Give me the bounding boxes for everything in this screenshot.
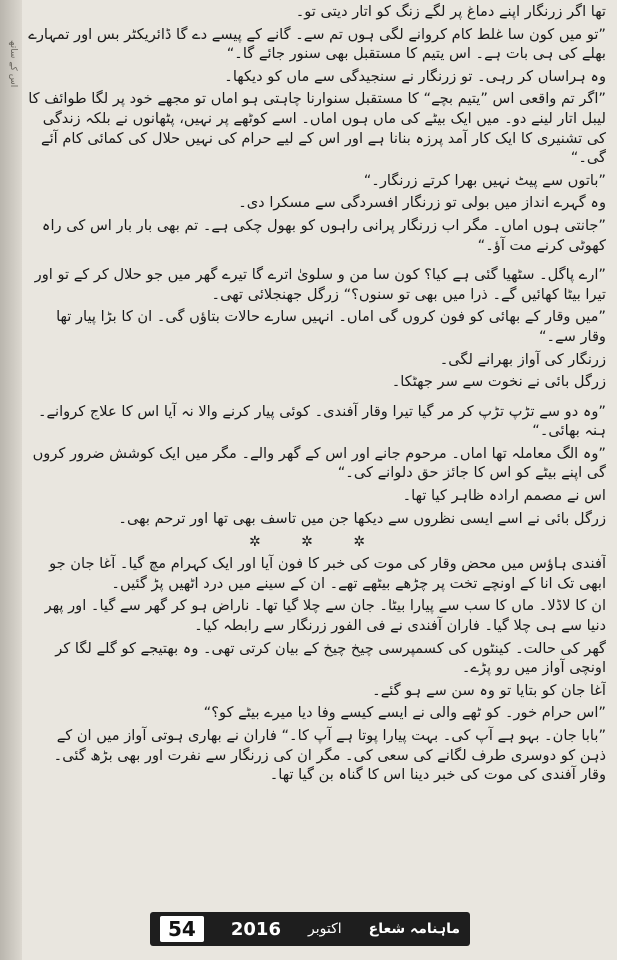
page-number: 54 bbox=[160, 916, 204, 942]
page-footer bbox=[150, 912, 470, 946]
paragraph: تھا اگر زرنگار اپنے دماغ پر لگے زنگ کو اتار دیتی تو۔ bbox=[295, 3, 606, 20]
paragraph: ”وہ الگ معاملہ تھا اماں۔ مرحوم جانے اور اس کے گھر والے۔ مگر میں ایک کوشش ضرور کروں گی اپنے بیٹے کو اس کا جائز حق دلوانے کی۔“ bbox=[32, 444, 606, 482]
paragraph: ”میں وقار کے بھائی کو فون کروں گی اماں۔ انہیں سارے حالات بتاؤں گی۔ ان کا بڑا پیار تھا وقار سے۔“ bbox=[56, 308, 606, 345]
issue-year: 2016 bbox=[230, 918, 281, 940]
paragraph: وہ ہراساں کر رہی۔ تو زرنگار نے سنجیدگی سے ماں کو دیکھا۔ bbox=[224, 67, 606, 85]
paragraph: ”بابا جان۔ بہو ہے آپ کی۔ بہت پیارا پوتا ہے آپ کا۔“ فاران نے بھاری ہوتی آواز میں ان کے ذہن کو دوسری طرف لگانے کی سعی کی۔ مگر ان کی زرنگار سے نفرت اور بھی بڑھ گئی۔ وقار آفندی کی موت کی خبر دینا اس کا گناہ بن گیا تھا۔ bbox=[53, 727, 606, 784]
section-separator: ✲ ✲ ✲ bbox=[248, 534, 384, 551]
paragraph: وہ گہرے انداز میں بولی تو زرنگار افسردگی سے مسکرا دی۔ bbox=[238, 194, 606, 212]
paragraph: ”تو میں کون سا غلط کام کروانے لگی ہوں تم سے۔ گانے کے پیسے دے گا ڈائریکٹر بس اور تمہارے بھلے کی ہی بات ہے۔ اس یتیم کا مستقبل بھی سنور جائے گا۔“ bbox=[28, 25, 606, 63]
paragraph: ”باتوں سے پیٹ نہیں بھرا کرتے زرنگار۔“ bbox=[363, 171, 606, 189]
gutter-text: اس کے ساتھ bbox=[8, 40, 18, 88]
paragraph: ”وہ دو سے تڑپ تڑپ کر مر گیا تیرا وقار آفندی۔ کوئی پیار کرنے والا نہ آیا اس کا علاج کروانے۔ ہنہ بھائی۔“ bbox=[37, 402, 606, 440]
paragraph: زرگل بائی نے اسے ایسی نظروں سے دیکھا جن میں تاسف بھی تھا اور ترحم بھی۔ bbox=[118, 509, 606, 527]
paragraph: ان کا لاڈلا۔ ماں کا سب سے پیارا بیٹا۔ جان سے چلا گیا تھا۔ ناراض ہو کر گھر سے گیا۔ اور پھر دنیا سے ہی چلا گیا۔ فاران آفندی نے فی الفور زرنگار سے رابطہ کیا۔ bbox=[44, 597, 606, 635]
paragraph: زرگل بائی نے نخوت سے سر جھٹکا۔ bbox=[391, 373, 606, 391]
paragraph: گھر کی حالت۔ کینٹوں کی کسمپرسی چیخ چیخ کے بیان کرتی تھی۔ وہ بھتیجے کو گلے لگا کر اونچی آواز میں رو پڑے۔ bbox=[55, 639, 606, 677]
binding-gutter bbox=[0, 0, 22, 960]
paragraph: ”جانتی ہوں اماں۔ مگر اب زرنگار پرانی راہوں کو بھول چکی ہے۔ تم بھی بار بار اس کی راہ کھوٹی کرنے مت آؤ۔“ bbox=[41, 216, 606, 254]
paragraph: ”ارے پاگل۔ سٹھیا گئی ہے کیا؟ کون سا من و سلویٰ اترے گا تیرے گھر میں جو حلال کر کے تو اور تیرا بیٹا کھائیں گے۔ ذرا میں بھی تو سنوں؟“ زرگل جھنجلائی تھی۔ bbox=[34, 266, 606, 303]
magazine-name: ماہنامہ شعاع bbox=[368, 921, 460, 937]
paragraph: زرنگار کی آواز بھرانے لگی۔ bbox=[439, 350, 606, 368]
issue-month: اکتوبر bbox=[308, 921, 342, 937]
paragraph: ”اگر تم واقعی اس ”یتیم بچے“ کا مستقبل سنوارنا چاہتی ہو اماں تو مجھے خود پر لگا طوائف کا لیبل اتار لینے دو۔ میں ایک بیٹے کی ماں ہوں اماں۔ اسے کوٹھے پر نہیں، پٹھانوں نے بلکہ زندگی کی تشنیری کا ایک کار آمد پرزہ بنانا ہے اور اس کے لیے حرام کی نہیں حلال کی کمائی کام آئے گی۔“ bbox=[28, 90, 606, 167]
paragraph: اس نے مصمم ارادہ ظاہر کیا تھا۔ bbox=[402, 487, 606, 505]
paragraph: آفندی ہاؤس میں محض وقار کی موت کی خبر کا فون آیا اور ایک کہرام مچ گیا۔ آغا جان جو ابھی تک انا کے اونچے تخت پر چڑھے بیٹھے تھے۔ ان کے سینے میں درد اٹھیں پڑ گئیں۔ bbox=[49, 555, 606, 592]
article-body bbox=[26, 2, 606, 907]
paragraph: آغا جان کو بتایا تو وہ سن سے ہو گئے۔ bbox=[372, 681, 606, 699]
paragraph: ”اس حرام خور۔ کو ٹھے والی نے ایسے کیسے وفا دیا میرے بیٹے کو؟“ bbox=[203, 704, 606, 722]
